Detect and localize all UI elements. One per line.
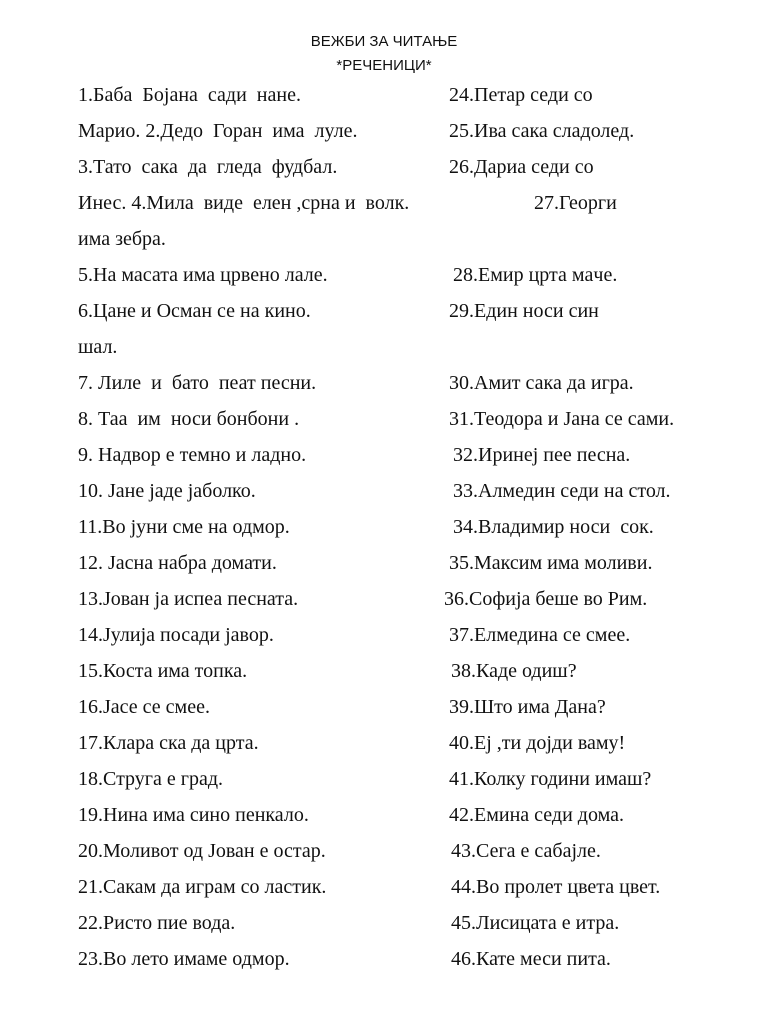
sentence-right: 28.Емир црта мaчe.	[453, 264, 618, 286]
sentence-right: 43.Сега е сабајле.	[451, 840, 601, 862]
sentence-right: 33.Алмедин седи на стол.	[453, 480, 671, 502]
sentence-right: 24.Петар седи со	[449, 84, 593, 106]
sentence-left: шал.	[78, 336, 118, 358]
sentence-right: 25.Ива сака сладолед.	[449, 120, 635, 142]
sentence-left: 23.Во лето имаме одмор.	[78, 948, 290, 970]
sentence-right: 38.Каде одиш?	[451, 660, 577, 682]
sentence-left: 17.Клара ска да црта.	[78, 732, 259, 754]
sentence-right: 44.Во пролет цвета цвет.	[451, 876, 661, 898]
sentence-left: 15.Коста има топка.	[78, 660, 248, 682]
sentence-right: 31.Теодора и Јана се сами.	[449, 408, 675, 430]
sentence-right: 45.Лисицата е итра.	[451, 912, 620, 934]
sentence-left: 20.Моливот од Јован е остар.	[78, 840, 326, 862]
sentence-right: 46.Кате меси пита.	[451, 948, 611, 970]
sentence-right: 26.Дариа седи со	[449, 156, 594, 178]
sentence-right: 36.Софија беше во Рим.	[444, 588, 648, 610]
sentence-left: 8. Таа им носи бонбони .	[78, 408, 300, 430]
sentence-left: 11.Во јуни сме на одмор.	[78, 516, 290, 538]
sentence-right: 34.Владимир носи сок.	[453, 516, 654, 538]
sentence-left: 18.Струга е град.	[78, 768, 224, 790]
worksheet-subtitle: *РЕЧЕНИЦИ*	[336, 57, 432, 74]
sentence-left: има зебра.	[78, 228, 166, 250]
worksheet-title: ВЕЖБИ ЗА ЧИТАЊЕ	[310, 33, 458, 50]
sentence-left: 16.Јасе се смее.	[78, 696, 210, 718]
sentence-right: 37.Елмедина се смее.	[449, 624, 631, 646]
sentence-left: 10. Јане јаде јаболко.	[78, 480, 256, 502]
sentence-right: 42.Емина седи дома.	[449, 804, 624, 826]
sentence-left: 14.Јулија посади јавор.	[78, 624, 274, 646]
sentence-left: 3.Тато сака да гледа фудбал.	[78, 156, 338, 178]
sentence-left: 22.Ристо пие вода.	[78, 912, 236, 934]
sentence-right: 27.Георги	[534, 192, 617, 214]
sentence-left: 12. Јасна набра домати.	[78, 552, 277, 574]
sentence-left: 1.Баба Бојана сади нане.	[78, 84, 301, 106]
sentence-left: 5.На масата има црвено лале.	[78, 264, 328, 286]
sentence-left: 21.Сакам да играм со ластик.	[78, 876, 327, 898]
sentence-left: 9. Надвор е темно и ладно.	[78, 444, 307, 466]
sentence-right: 35.Максим има моливи.	[449, 552, 653, 574]
sentence-left: 19.Нина има сино пенкало.	[78, 804, 309, 826]
sentence-right: 29.Един носи син	[449, 300, 599, 322]
sentence-right: 30.Амит сака да игра.	[449, 372, 634, 394]
sentence-right: 39.Што има Дана?	[449, 696, 606, 718]
sentence-right: 40.Еј ,ти дојди ваму!	[449, 732, 626, 754]
sentence-left: Марио. 2.Дедо Горан има луле.	[78, 120, 358, 142]
sentence-left: Инес. 4.Мила виде елен ,срна и волк.	[78, 192, 410, 214]
sentence-left: 7. Лиле и бато пеат песни.	[78, 372, 317, 394]
sentence-right: 32.Иринеј пее песна.	[453, 444, 631, 466]
sentence-left: 13.Јован ја испеа песната.	[78, 588, 299, 610]
sentence-right: 41.Колку години имаш?	[449, 768, 652, 790]
sentence-left: 6.Цане и Осман се на кино.	[78, 300, 311, 322]
